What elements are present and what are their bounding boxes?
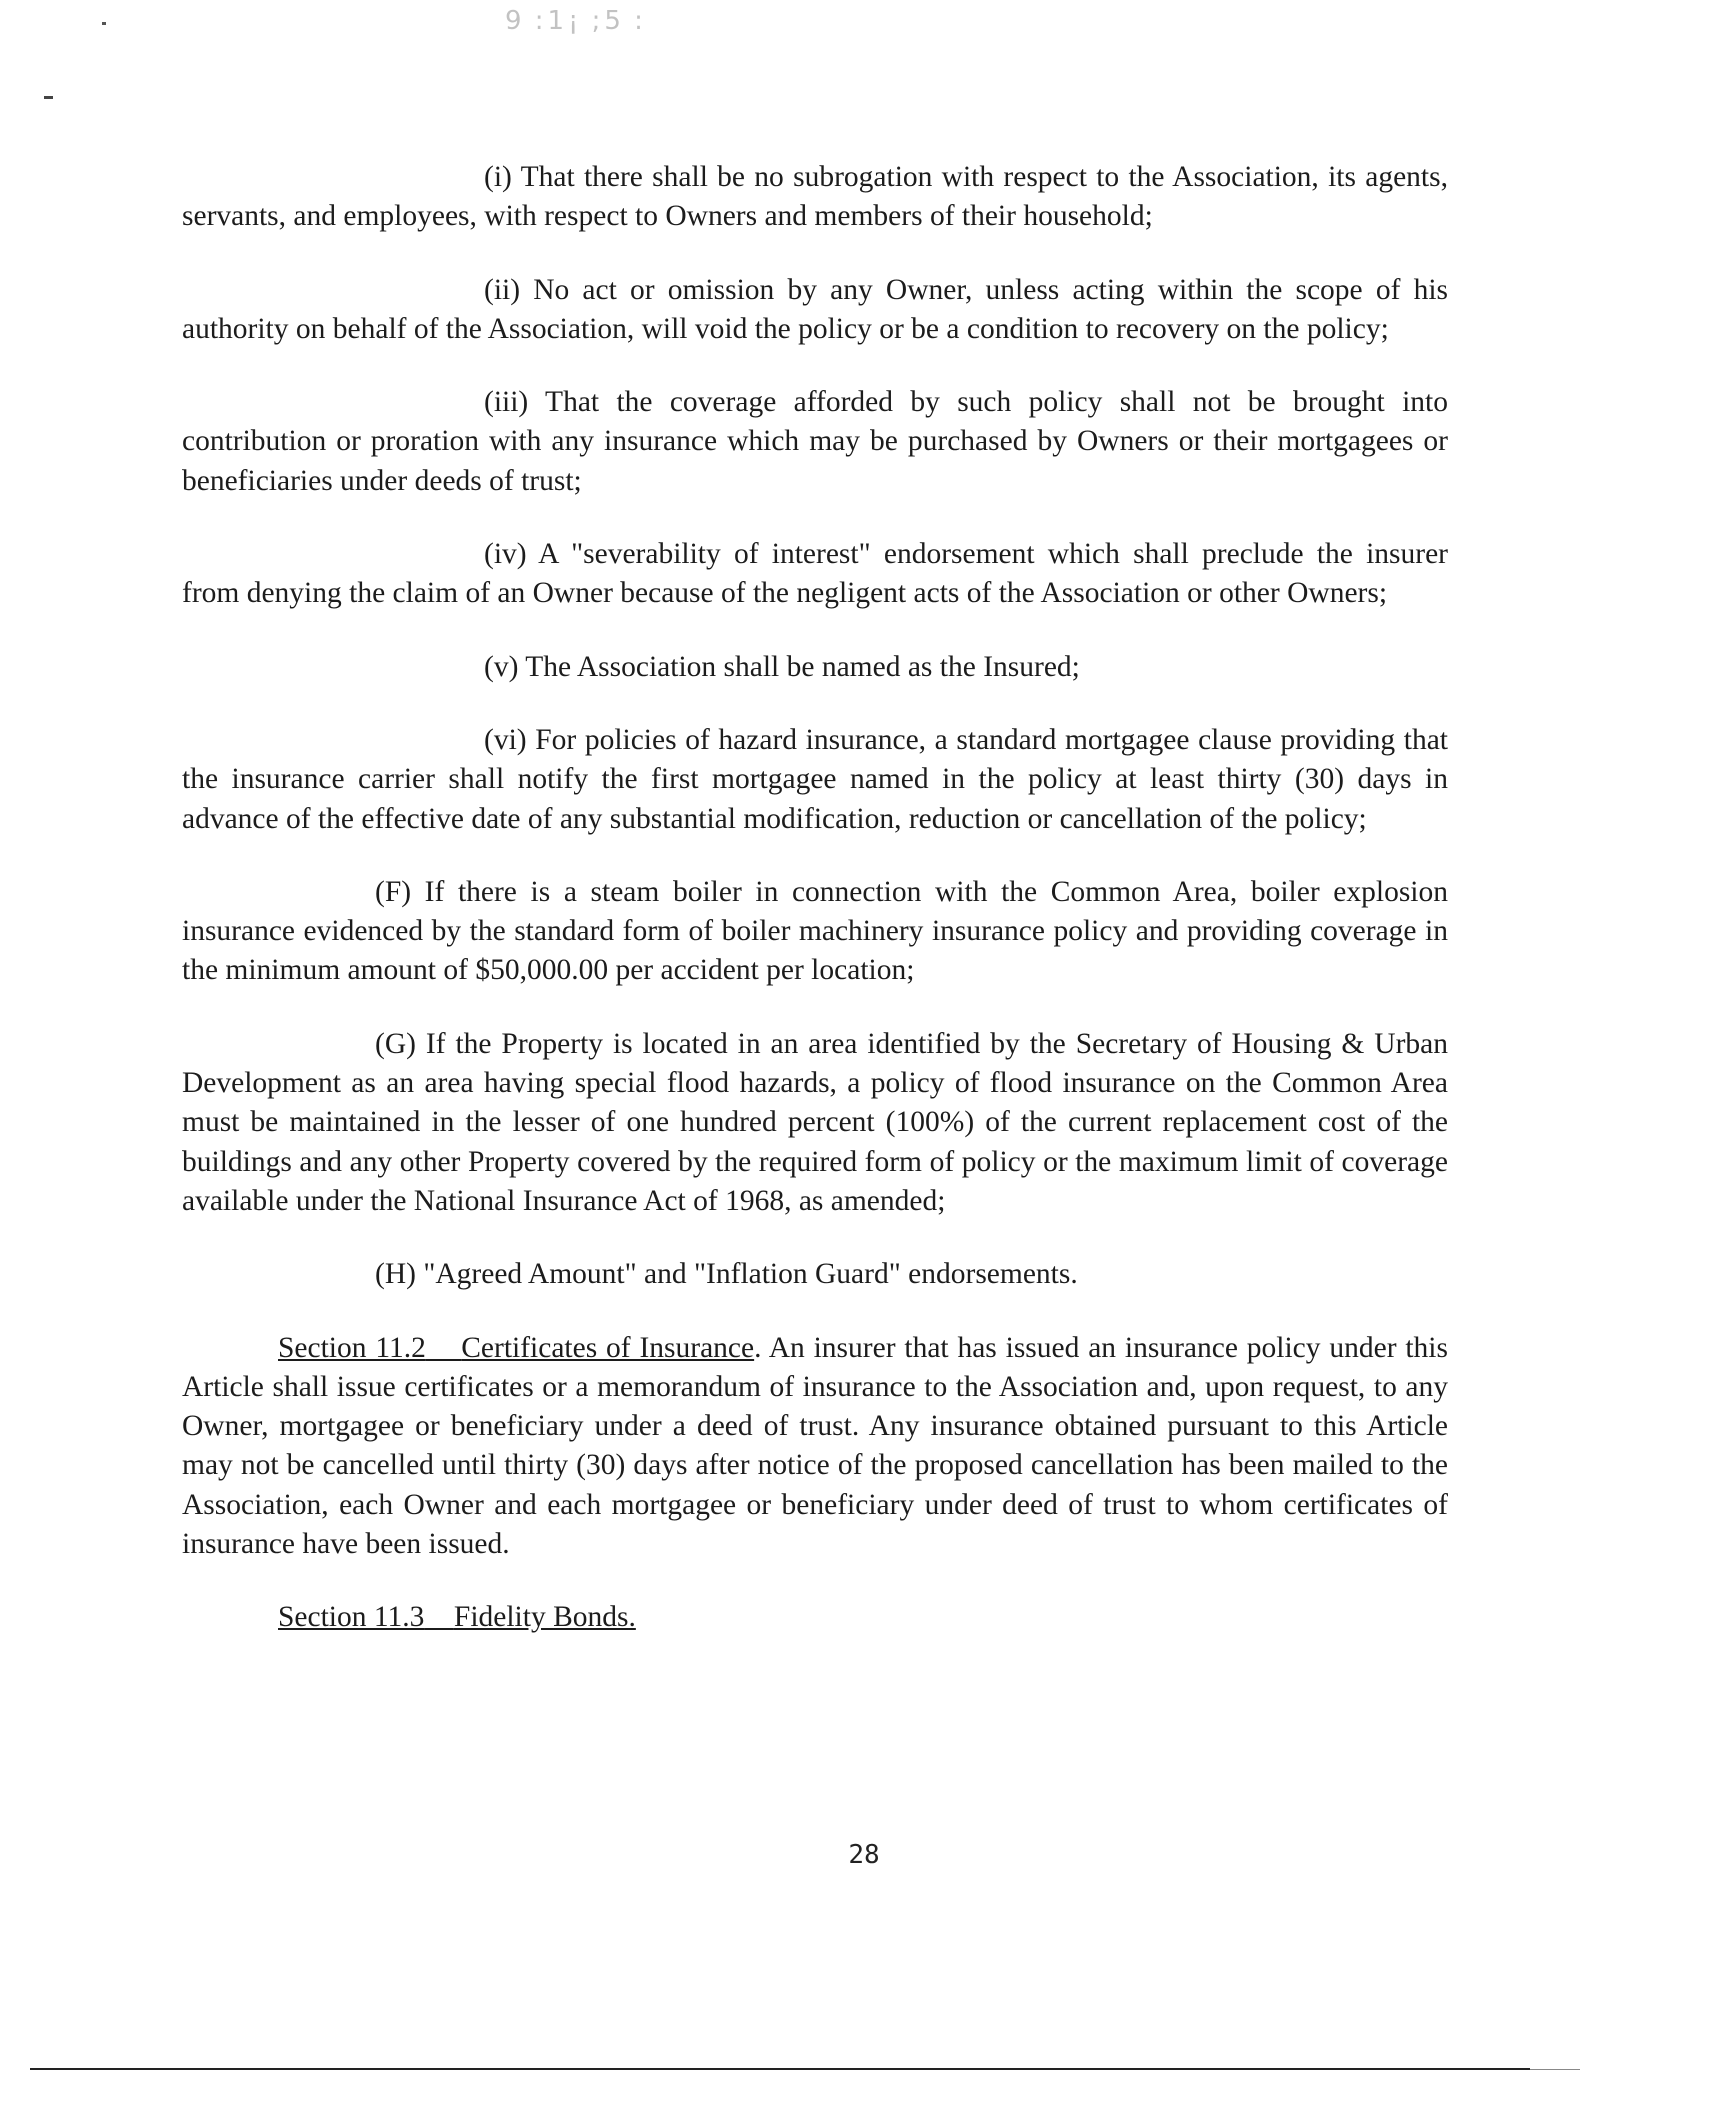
clause-vi: (vi) For policies of hazard insurance, a standard mortgagee clause providing that the insurance carrier shall notify the first mortgagee named in the policy at least thirty (30) days in advance of the effective date of any substantial modification, reduction or cancellation of the policy; — [182, 723, 1448, 835]
clause-iii: (iii) That the coverage afforded by such policy shall not be brought into contribution or proration with any insurance which may be purchased by Owners or their mortgagees or beneficiaries under deeds of trust; — [182, 386, 1448, 497]
clause-ii: (ii) No act or omission by any Owner, unless acting within the scope of his authority on behalf of the Association, will void the policy or be a condition to recovery on the policy; — [182, 273, 1448, 345]
footer-rule-tail — [1530, 2069, 1580, 2070]
section-11-2-body: . An insurer that has issued an insurance policy under this Article shall issue certificates or a memorandum of insurance to the Association and, upon request, to any Owner, mortgagee or beneficiary under a deed of trust. Any insurance obtained pursuant to this Article may not be cancelled until thirty (30) days after notice of the proposed cancellation has been mailed to the Association, each Owner and each mortgagee or beneficiary under deed of trust to whom certificates of insurance have been issued. — [182, 1331, 1448, 1561]
header-stamp: 9 :1¡ ;5 : — [505, 6, 647, 36]
clause-G: (G) If the Property is located in an area identified by the Secretary of Housing & Urban Development as an area having special flood hazards, a policy of flood insurance on the Common Area must be maintained in the lesser of one hundred percent (100%) of the current replacement cost of the buildings and any other Property covered by the required form of policy or the maximum limit of coverage available under the National Insurance Act of 1968, as amended; — [182, 1027, 1448, 1217]
clause-i: (i) That there shall be no subrogation with respect to the Association, its agents, servants, and employees, with respect to Owners and members of their household; — [182, 161, 1448, 233]
clause-H: (H) "Agreed Amount" and "Inflation Guard" endorsements. — [375, 1258, 1078, 1291]
section-11-2-title: Certificates of Insurance — [461, 1331, 755, 1364]
scan-speck — [44, 96, 53, 99]
section-11-3-heading: Section 11.3 Fidelity Bonds. — [278, 1601, 636, 1634]
section-11-2 — [182, 1329, 1448, 1565]
page-number: 28 — [848, 1840, 880, 1870]
scan-speck — [102, 22, 106, 25]
clause-iv: (iv) A "severability of interest" endorsement which shall preclude the insurer from denying the claim of an Owner because of the negligent acts of the Association or other Owners; — [182, 538, 1448, 610]
footer-rule — [30, 2068, 1530, 2070]
document-body — [182, 158, 1448, 1638]
clause-v: (v) The Association shall be named as the Insured; — [484, 650, 1080, 683]
section-11-3-title: Fidelity Bonds — [453, 1601, 629, 1634]
section-11-2-heading: Section 11.2 Certificates of Insurance — [278, 1331, 755, 1364]
section-11-3 — [182, 1598, 1448, 1637]
clause-F: (F) If there is a steam boiler in connection with the Common Area, boiler explosion insurance evidenced by the standard form of boiler machinery insurance policy and providing coverage in the minimum amount of $50,000.00 per accident per location; — [182, 875, 1448, 987]
